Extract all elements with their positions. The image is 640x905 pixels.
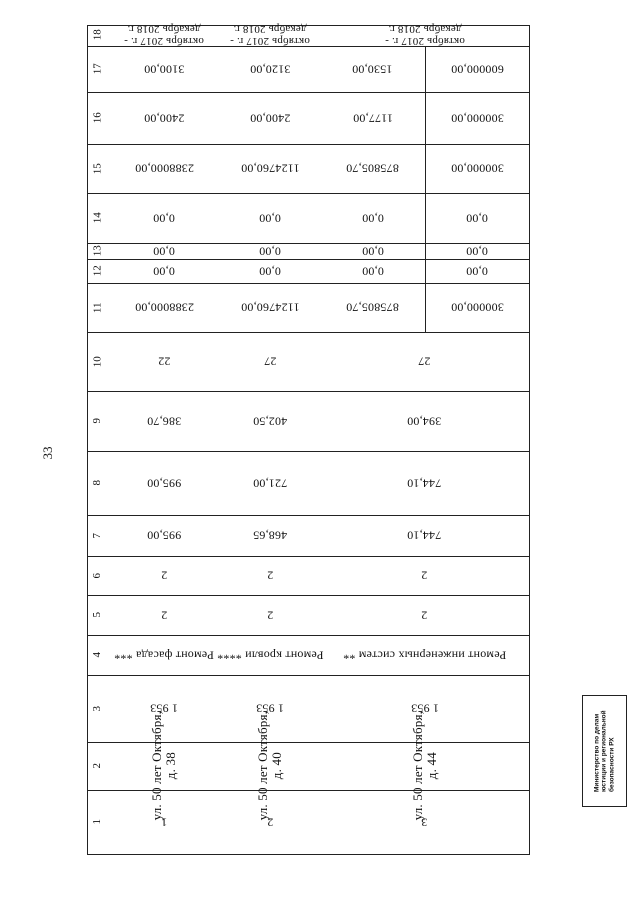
row-3b-col-16-text: 300000,00 <box>450 111 504 126</box>
row-1-col-17 <box>108 46 220 92</box>
column-number-11 <box>88 283 108 332</box>
stamp-line-1: Министерство по делам <box>593 713 601 792</box>
row-3-col-9 <box>320 391 529 451</box>
row-1-col-5-text: 2 <box>160 608 168 623</box>
row-3a-col-14 <box>320 193 425 243</box>
row-1-work-type-text: Ремонт фасада *** <box>114 648 214 663</box>
row-2-col-16-text: 2400,00 <box>249 111 291 126</box>
address-line-1: ул. 50 лет Октября, <box>255 711 271 821</box>
row-3-col-9-text: 394,00 <box>407 414 442 429</box>
row-2-work-type-text: Ремонт кровли **** <box>216 648 324 663</box>
column-number-18-text: 18 <box>91 29 104 41</box>
column-number-8-text: 8 <box>91 480 104 486</box>
row-2-col-13 <box>220 243 320 259</box>
row-2-col-6 <box>220 556 320 595</box>
row-2-address <box>220 711 320 821</box>
row-3a-col-12-text: 0,00 <box>361 264 384 279</box>
row-1-col-12-text: 0,00 <box>153 264 175 279</box>
row-3a-col-16-text: 1177,00 <box>352 111 393 126</box>
row-2-col-13-text: 0,00 <box>259 244 281 259</box>
column-number-7 <box>88 515 108 556</box>
column-number-9-text: 9 <box>91 418 104 424</box>
column-number-9 <box>88 391 108 451</box>
row-3-address <box>320 711 529 821</box>
row-2-col-10 <box>220 332 320 391</box>
row-2-col-15-text: 1124760,00 <box>240 161 300 176</box>
row-2-period-text <box>230 23 310 46</box>
row-3-col-7 <box>320 515 529 556</box>
row-1-col-6-text: 2 <box>160 568 168 583</box>
row-3-col-5 <box>320 595 529 635</box>
page-number: 33 <box>40 446 55 460</box>
address-line-1: ул. 50 лет Октября, <box>409 711 425 821</box>
row-2-work-type <box>216 635 324 675</box>
row-1-number-text: 1 <box>160 815 168 830</box>
column-number-16-text: 16 <box>91 112 104 124</box>
column-number-17-text: 17 <box>91 63 104 75</box>
column-number-14-text: 14 <box>91 212 104 224</box>
row-1-col-8-text: 995,00 <box>146 476 182 491</box>
row-3b-col-12-text: 0,00 <box>466 264 488 279</box>
row-1-year <box>108 675 220 742</box>
row-2-col-14-text: 0,00 <box>259 211 281 226</box>
row-2-col-8 <box>220 451 320 515</box>
row-2-col-7-text: 468,65 <box>252 528 288 543</box>
period-line-1: октябрь 2017 г. - <box>384 35 465 48</box>
row-3b-col-13 <box>425 243 529 259</box>
row-3a-col-16 <box>320 92 425 144</box>
row-3b-col-15 <box>425 144 529 193</box>
row-3-col-8 <box>320 451 529 515</box>
column-number-2 <box>88 742 108 790</box>
row-2-col-15 <box>220 144 320 193</box>
column-number-12-text: 12 <box>91 265 104 277</box>
row-3-col-6-text: 2 <box>421 568 428 583</box>
column-number-4-text: 4 <box>91 652 104 658</box>
row-1-col-9 <box>108 391 220 451</box>
period-line-1: октябрь 2017 г. - <box>124 35 204 48</box>
column-number-18 <box>88 24 108 46</box>
row-1-col-6 <box>108 556 220 595</box>
row-3-work-type-text: Ремонт инженерных систем ** <box>342 648 507 663</box>
row-3-period <box>320 24 529 46</box>
column-number-3 <box>88 675 108 742</box>
row-1-address <box>108 711 220 821</box>
row-1-work-type <box>108 635 220 675</box>
row-2-col-12-text: 0,00 <box>259 264 281 279</box>
row-3a-col-11-text: 875805,70 <box>346 300 399 315</box>
row-2-col-5-text: 2 <box>266 608 274 623</box>
column-number-6-text: 6 <box>91 572 104 579</box>
row-2-col-10-text: 27 <box>263 354 277 369</box>
stamp-line-2: юстиции и региональной <box>600 710 608 792</box>
column-number-4 <box>88 635 108 675</box>
row-3-year-text: 1 953 <box>410 701 439 716</box>
works-table <box>87 25 530 855</box>
row-1-col-15-text: 2388000,00 <box>134 161 194 176</box>
row-2-col-16 <box>220 92 320 144</box>
row-2-col-9-text: 402,50 <box>252 414 288 429</box>
row-1-col-16 <box>108 92 220 144</box>
column-number-1 <box>88 790 108 854</box>
row-3a-col-12 <box>320 259 425 283</box>
row-1-col-12 <box>108 259 220 283</box>
address-line-1: ул. 50 лет Октября, <box>149 711 165 821</box>
row-3a-col-17-text: 1530,00 <box>352 62 393 77</box>
column-number-11-text: 11 <box>91 302 104 313</box>
column-number-17 <box>88 46 108 92</box>
period-line-2: декабрь 2018 г. <box>233 24 307 36</box>
row-3-col-6 <box>320 556 529 595</box>
row-3b-col-11-text: 300000,00 <box>450 300 504 315</box>
row-2-col-5 <box>220 595 320 635</box>
row-3a-col-15-text: 875805,70 <box>346 161 399 176</box>
row-1-col-14-text: 0,00 <box>153 211 175 226</box>
column-number-5-text: 5 <box>91 612 104 618</box>
row-2-col-14 <box>220 193 320 243</box>
column-number-16 <box>88 92 108 144</box>
stamp-line-3: безопасности РХ <box>608 737 616 792</box>
period-line-2: декабрь 2018 г. <box>127 24 201 36</box>
period-line-2: декабрь 2018 г. <box>387 24 462 36</box>
address-line-2: д. 38 <box>163 752 178 780</box>
row-2-col-8-text: 721,00 <box>252 476 288 491</box>
row-3b-col-17-text: 600000,00 <box>450 62 504 77</box>
row-1-period <box>108 24 220 46</box>
row-1-col-13-text: 0,00 <box>153 244 175 259</box>
row-2-col-11 <box>220 283 320 332</box>
row-1-period-text <box>124 23 204 46</box>
row-1-col-15 <box>108 144 220 193</box>
row-3-period-text <box>385 23 465 46</box>
column-number-13-text: 13 <box>91 245 104 257</box>
row-3a-col-13-text: 0,00 <box>361 244 384 259</box>
row-1-col-11-text: 2388000,00 <box>134 300 194 315</box>
column-number-15 <box>88 144 108 193</box>
column-number-12 <box>88 259 108 283</box>
row-3-col-10 <box>320 332 529 391</box>
row-2-col-9 <box>220 391 320 451</box>
row-1-col-7 <box>108 515 220 556</box>
row-3a-col-13 <box>320 243 425 259</box>
row-3-year <box>320 675 529 742</box>
row-3a-col-15 <box>320 144 425 193</box>
row-3-col-5-text: 2 <box>421 608 428 623</box>
row-1-col-13 <box>108 243 220 259</box>
row-3b-col-14-text: 0,00 <box>466 211 488 226</box>
row-1-col-10-text: 22 <box>157 354 171 369</box>
row-3b-col-13-text: 0,00 <box>466 244 488 259</box>
row-2-number-text: 2 <box>266 815 274 830</box>
column-number-13 <box>88 243 108 259</box>
column-number-10-text: 10 <box>91 355 104 367</box>
row-3b-col-17 <box>425 46 529 92</box>
row-3-col-7-text: 744,10 <box>407 528 442 543</box>
column-number-7-text: 7 <box>91 532 104 539</box>
row-1-col-8 <box>108 451 220 515</box>
row-2-col-7 <box>220 515 320 556</box>
column-number-8 <box>88 451 108 515</box>
row-3-col-10-text: 27 <box>418 354 431 369</box>
row-1-col-5 <box>108 595 220 635</box>
row-1-col-14 <box>108 193 220 243</box>
column-number-2-text: 2 <box>91 763 104 769</box>
row-3a-col-17 <box>320 46 425 92</box>
row-1-year-text: 1 953 <box>150 701 178 716</box>
row-3a-col-14-text: 0,00 <box>361 211 384 226</box>
column-number-10 <box>88 332 108 391</box>
row-3-work-type <box>320 635 529 675</box>
row-2-col-11-text: 1124760,00 <box>240 300 300 315</box>
column-number-6 <box>88 556 108 595</box>
row-3a-col-11 <box>320 283 425 332</box>
column-number-14 <box>88 193 108 243</box>
address-line-2: д. 44 <box>423 752 439 780</box>
row-2-col-12 <box>220 259 320 283</box>
row-1-col-10 <box>108 332 220 391</box>
row-1-col-9-text: 386,70 <box>146 414 182 429</box>
row-2-col-17 <box>220 46 320 92</box>
column-number-15-text: 15 <box>91 162 104 174</box>
row-1-col-7-text: 995,00 <box>146 528 182 543</box>
period-line-1: октябрь 2017 г. - <box>230 35 310 48</box>
row-3b-col-16 <box>425 92 529 144</box>
row-3-col-8-text: 744,10 <box>407 476 442 491</box>
row-3b-col-15-text: 300000,00 <box>450 161 504 176</box>
column-number-3-text: 3 <box>91 705 104 712</box>
row-3b-col-11 <box>425 283 529 332</box>
row-2-year <box>220 675 320 742</box>
row-2-period <box>220 24 320 46</box>
column-number-5 <box>88 595 108 635</box>
column-number-1-text: 1 <box>91 819 104 825</box>
row-3b-col-14 <box>425 193 529 243</box>
row-2-col-17-text: 3120,00 <box>249 62 291 77</box>
registration-stamp <box>582 695 627 807</box>
row-1-col-16-text: 2400,00 <box>143 111 185 126</box>
row-2-col-6-text: 2 <box>266 568 274 583</box>
row-1-col-17-text: 3100,00 <box>143 62 185 77</box>
row-3b-col-12 <box>425 259 529 283</box>
row-3-number-text: 3 <box>421 815 428 830</box>
row-2-year-text: 1 953 <box>256 701 284 716</box>
row-1-col-11 <box>108 283 220 332</box>
address-line-2: д. 40 <box>269 752 284 780</box>
